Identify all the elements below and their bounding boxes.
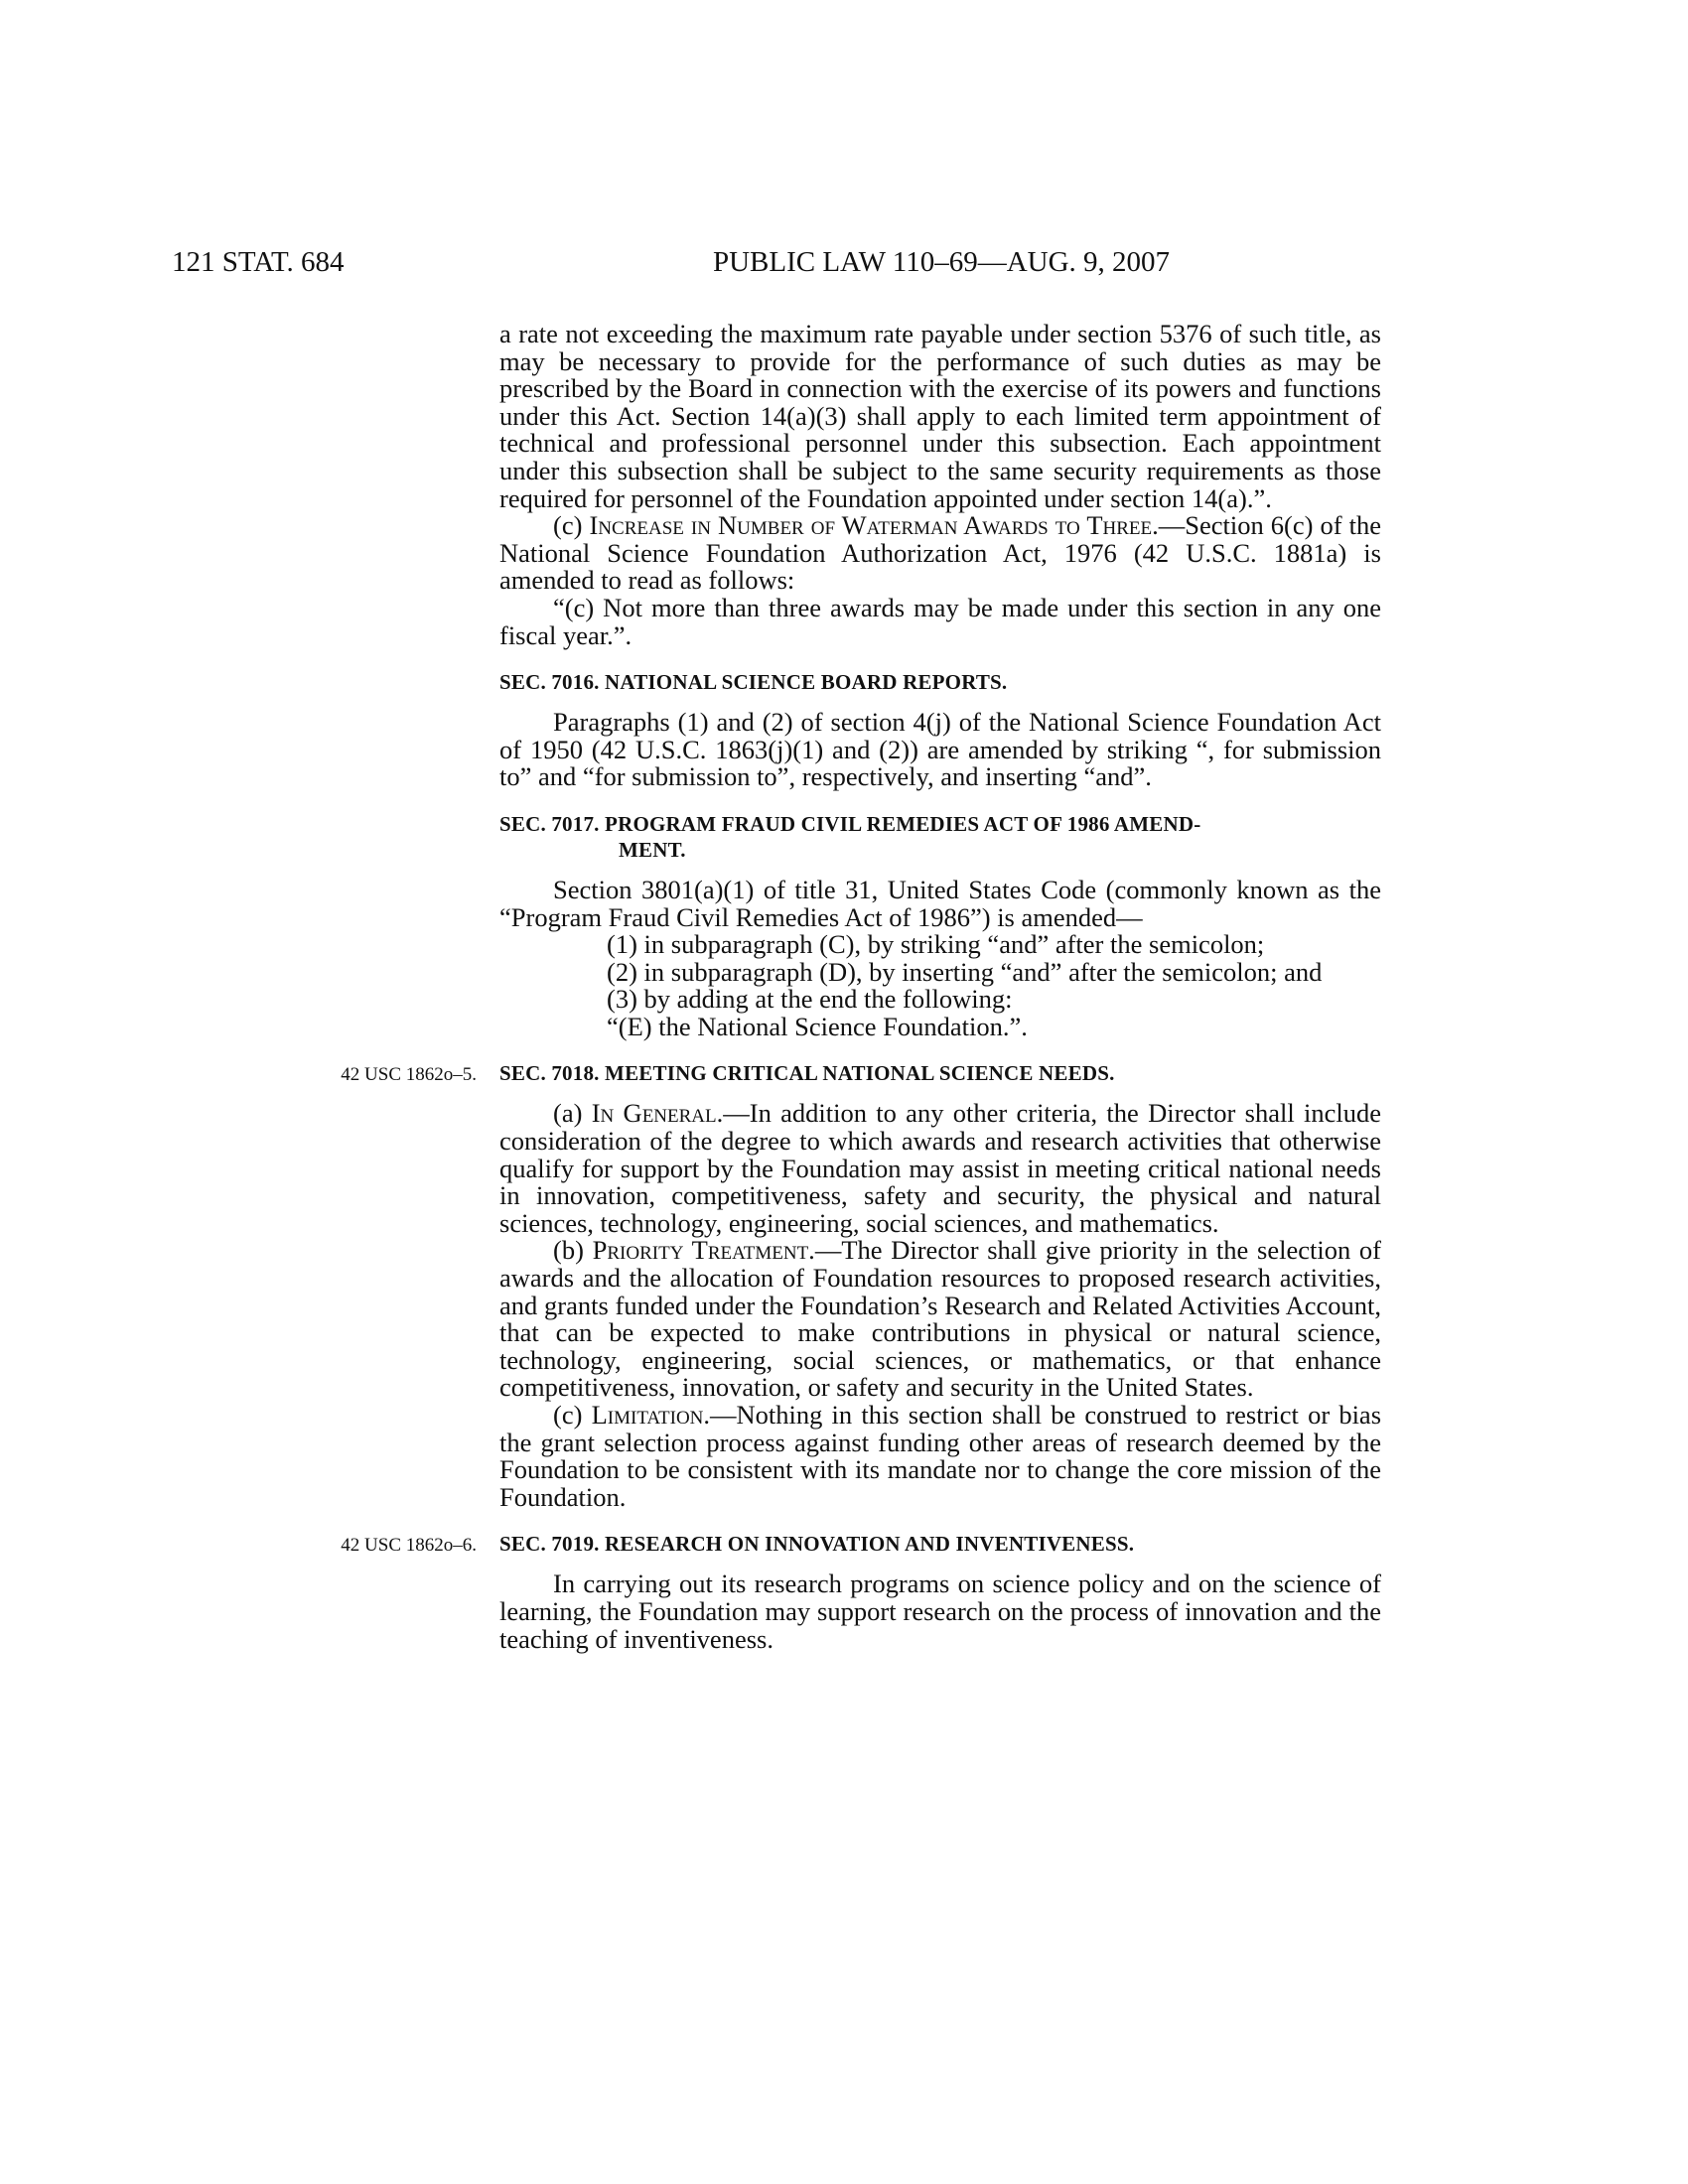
heading-line-2: MENT. [619, 837, 686, 862]
quoted-amendment: “(c) Not more than three awards may be made under this section in any one fiscal year.”. [499, 592, 1381, 650]
stat-page-number: 121 STAT. 684 [172, 246, 345, 278]
subsection-text: —The Director shall give priority in the selection of awards and the allocation of Foundation resources to proposed research activities, and grants funded under the Foundation’s Research and Related Activities Account, that can be expected to make contributions in physical or natural science, technology, engineering, social sciences, or mathematics, or that enhance competitiveness, innovation, or safety and security in the United States. [499, 1235, 1381, 1403]
subsection-heading: In General. [591, 1098, 724, 1129]
subsection-heading: Limitation. [591, 1400, 711, 1430]
carryover-paragraph: a rate not exceeding the maximum rate payable under section 5376 of such title, as may be necessary to provide for the performance of such duties as may be prescribed by the Board in connection with the exercise of its powers and functions under this Act. Section 14(a)(3) shall apply to each limited term appointment of technical and professional personnel under this subsection. Each appointment under this subsection shall be subject to the same security requirements as those required for personnel of the Foundation appointed under section 14(a).”. [499, 319, 1381, 513]
subsection-text: —Nothing in this section shall be construed to restrict or bias the grant selection process against funding other areas of research deemed by the Foundation to be consistent with its mandate nor to change the core mission of the Foundation. [499, 1400, 1382, 1512]
quoted-list-item: “(E) the National Science Foundation.”. [607, 1011, 1028, 1041]
subsection-heading: Increase in Number of Waterman Awards to Three. [589, 510, 1159, 541]
subsection-label: (c) [553, 1400, 583, 1430]
list-item: (3) by adding at the end the following: [607, 984, 1013, 1015]
margin-citation: 42 USC 1862o–5. [341, 1064, 477, 1086]
margin-citation: 42 USC 1862o–6. [341, 1535, 477, 1557]
subsection-text: —Section 6(c) of the National Science Foundation Authorization Act, 1976 (42 U.S.C. 1881a) is amended to read as follows: [499, 510, 1381, 596]
section-heading-7018 [341, 1060, 1381, 1086]
subsection-text: —In addition to any other criteria, the Director shall include consideration of the degree to which awards and research activities that otherwise qualify for support by the Foundation may assist in meeting critical national needs in innovation, competitiveness, safety and security, the physical and natural sciences, technology, engineering, social sciences, and mathematics. [499, 1098, 1382, 1238]
section-7016-text: Paragraphs (1) and (2) of section 4(j) of the National Science Foundation Act of 1950 (42 U.S.C. 1863(j)(1) and (2)) are amended by striking “, for submission to” and “for submission to”, respectively, and inserting “and”. [499, 707, 1381, 792]
section-heading-7019 [341, 1531, 1381, 1557]
section-7018-a [499, 1100, 1381, 1237]
list-item: (1) in subparagraph (C), by striking “and” after the semicolon; [607, 929, 1265, 960]
law-title: PUBLIC LAW 110–69—AUG. 9, 2007 [712, 246, 1171, 278]
section-7017-intro: Section 3801(a)(1) of title 31, United States Code (commonly known as the “Program Fraud Civil Remedies Act of 1986”) is amended— [499, 874, 1381, 932]
running-header [172, 246, 1214, 286]
heading-line-1: SEC. 7017. PROGRAM FRAUD CIVIL REMEDIES ACT OF 1986 AMEND- [499, 811, 1201, 836]
section-heading-7016: SEC. 7016. NATIONAL SCIENCE BOARD REPORTS. [499, 670, 1008, 695]
subsection-label: (c) [553, 510, 583, 541]
subsection-label: (a) [553, 1098, 583, 1129]
section-7018-b [499, 1237, 1381, 1402]
subsection-label: (b) [553, 1235, 584, 1266]
section-7019-text: In carrying out its research programs on science policy and on the science of learning, the Foundation may support research on the process of innovation and the teaching of inventiveness. [499, 1569, 1381, 1654]
heading-text: SEC. 7019. RESEARCH ON INNOVATION AND INVENTIVENESS. [499, 1532, 1135, 1557]
section-heading-7017 [499, 811, 1381, 863]
subsection-c-waterman [499, 512, 1381, 595]
section-7018-c [499, 1402, 1381, 1511]
list-item: (2) in subparagraph (D), by inserting “and” after the semicolon; and [607, 956, 1323, 987]
body-column [341, 319, 1382, 1654]
subsection-heading: Priority Treatment. [592, 1235, 815, 1266]
heading-text: SEC. 7018. MEETING CRITICAL NATIONAL SCIENCE NEEDS. [499, 1061, 1115, 1086]
